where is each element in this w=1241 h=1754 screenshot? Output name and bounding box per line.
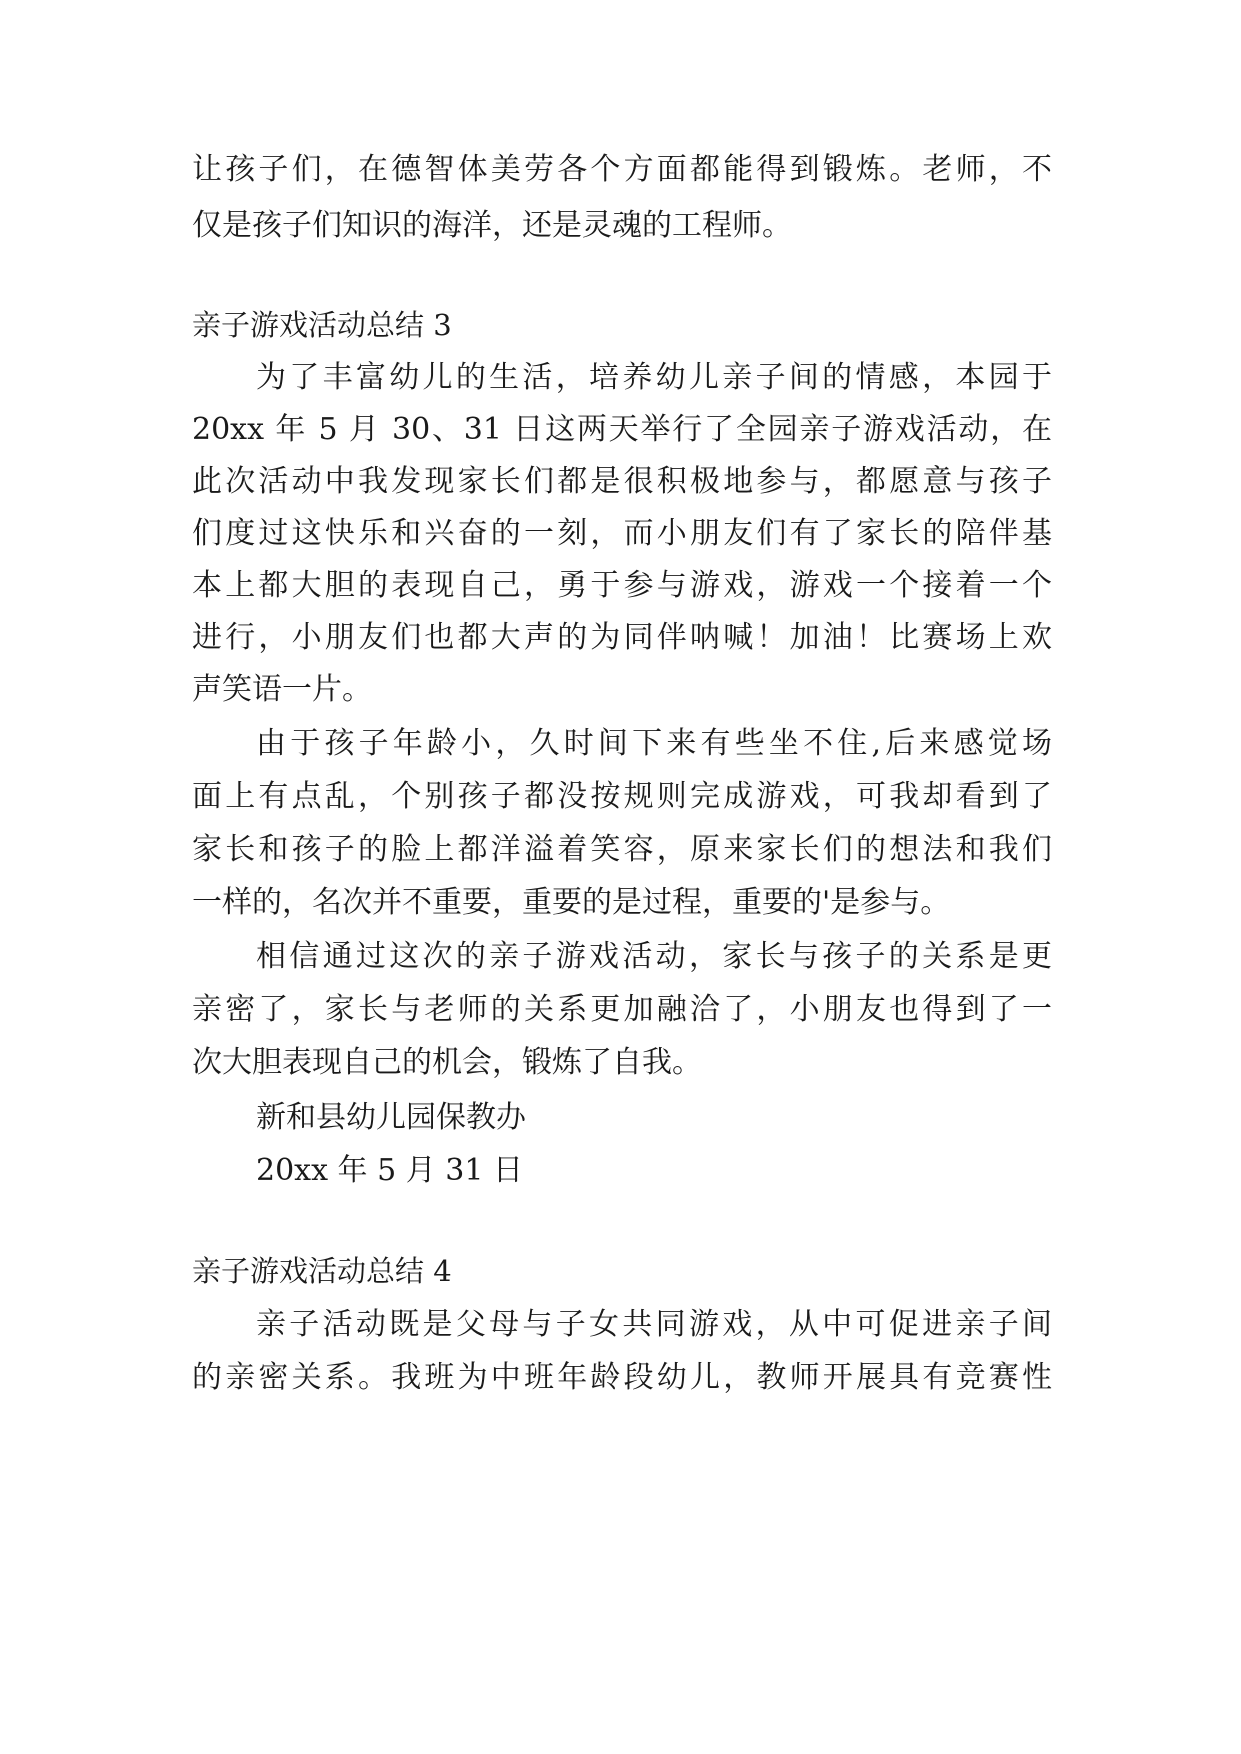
paragraph-line: 的亲密关系。我班为中班年龄段幼儿，教师开展具有竞赛性 <box>192 1360 1052 1395</box>
paragraph-line: 亲子活动既是父母与子女共同游戏，从中可促进亲子间 <box>256 1307 1052 1342</box>
paragraph-line: 由于孩子年龄小，久时间下来有些坐不住,后来感觉场 <box>256 726 1052 761</box>
paragraph-line: 次大胆表现自己的机会，锻炼了自我。 <box>192 1045 702 1080</box>
paragraph-line: 一样的，名次并不重要，重要的是过程，重要的'是参与。 <box>192 885 951 920</box>
paragraph-line: 相信通过这次的亲子游戏活动，家长与孩子的关系是更 <box>256 939 1052 974</box>
paragraph-line: 们度过这快乐和兴奋的一刻，而小朋友们有了家长的陪伴基 <box>192 516 1052 551</box>
signature-org: 新和县幼儿园保教办 <box>256 1100 526 1135</box>
paragraph-line: 本上都大胆的表现自己，勇于参与游戏，游戏一个接着一个 <box>192 568 1052 603</box>
paragraph-line: 进行，小朋友们也都大声的为同伴呐喊！加油！比赛场上欢 <box>192 620 1052 655</box>
paragraph-line: 20xx 年 5 月 30、31 日这两天举行了全园亲子游戏活动，在 <box>192 412 1052 447</box>
paragraph-line: 面上有点乱，个别孩子都没按规则完成游戏，可我却看到了 <box>192 779 1052 814</box>
paragraph-line: 仅是孩子们知识的海洋，还是灵魂的工程师。 <box>192 208 792 243</box>
paragraph-line: 亲密了，家长与老师的关系更加融洽了，小朋友也得到了一 <box>192 992 1052 1027</box>
signature-date: 20xx 年 5 月 31 日 <box>256 1153 523 1188</box>
paragraph-line: 家长和孩子的脸上都洋溢着笑容，原来家长们的想法和我们 <box>192 832 1052 867</box>
paragraph-line: 为了丰富幼儿的生活，培养幼儿亲子间的情感，本园于 <box>256 360 1052 395</box>
paragraph-line: 此次活动中我发现家长们都是很积极地参与，都愿意与孩子 <box>192 464 1052 499</box>
paragraph-line: 声笑语一片。 <box>192 672 372 707</box>
section-heading-3: 亲子游戏活动总结 3 <box>192 308 452 342</box>
paragraph-line: 让孩子们，在德智体美劳各个方面都能得到锻炼。老师，不 <box>192 152 1052 187</box>
section-heading-4: 亲子游戏活动总结 4 <box>192 1254 452 1288</box>
